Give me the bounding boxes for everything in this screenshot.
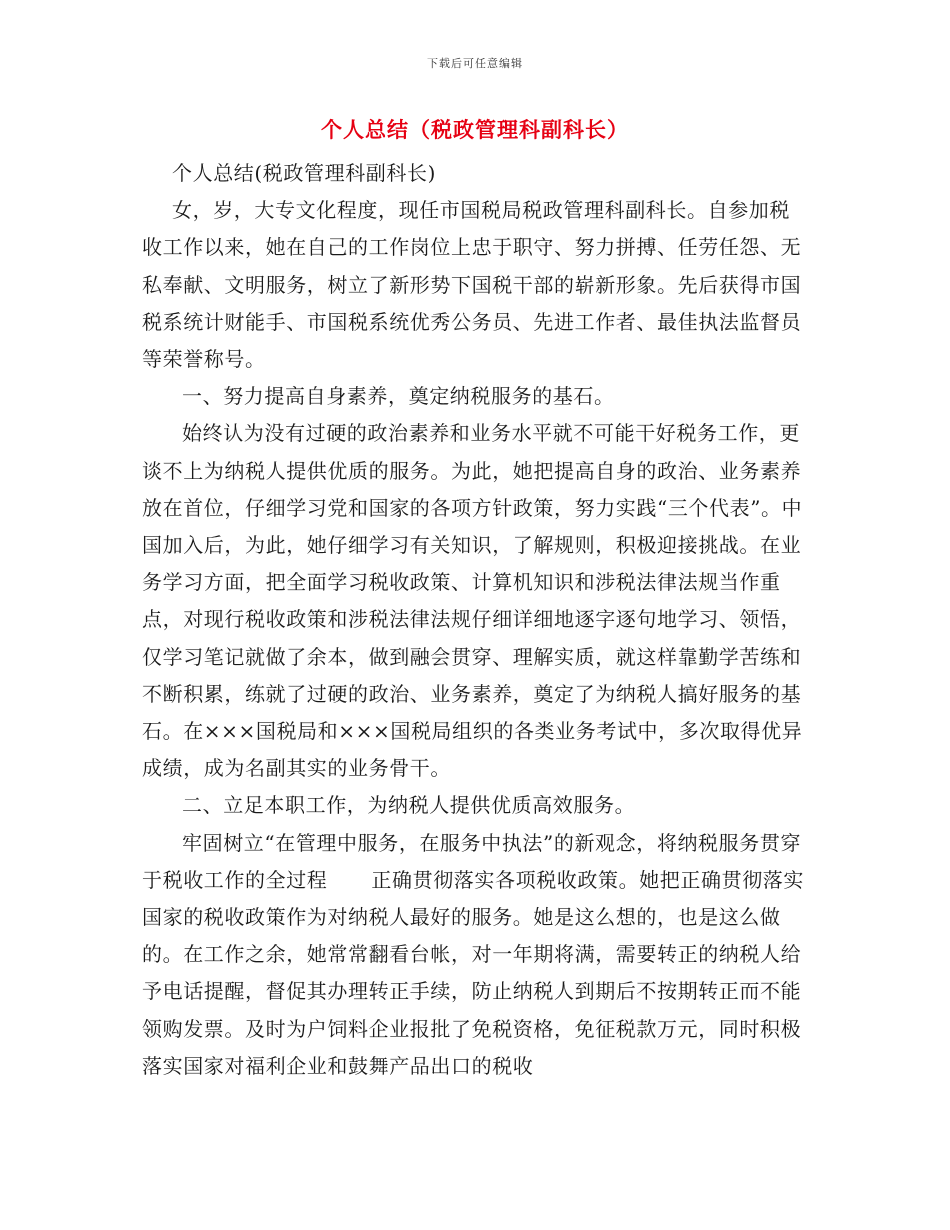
document-subtitle: 个人总结(税政管理科副科长) <box>172 161 437 185</box>
paragraph-section-2-part2: 正确贯彻落实各项税收政策。她把正确贯彻落实国家的税收政策作为对纳税人最好的服务。她是这么想的，也是这么做的。在工作之余，她常常翻看台帐，对一年期将满，需要转正的纳税人给予电话提醒，督促其办理转正手续，防止纳税人到期后不按期转正而不能领购发票。及时为户饲料企业报批了免税资格，免征税款万元，同时积极落实国家对福利企业和鼓舞产品出口的税收 <box>142 867 805 1078</box>
paragraph-section-1: 始终认为没有过硬的政治素养和业务水平就不可能干好税务工作，更谈不上为纳税人提供优质的服务。为此，她把提高自身的政治、业务素养放在首位，仔细学习党和国家的各项方针政策，努力实践“三个代表”。中国加入后，为此，她仔细学习有关知识，了解规则，积极迎接挑战。在业务学习方面，把全面学习税收政策、计算机知识和涉税法律法规当作重点，对现行税收政策和涉税法律法规仔细详细地逐字逐句地学习、领悟，仅学习笔记就做了余本，做到融会贯穿、理解实质，就这样靠勤学苦练和不断积累，练就了过硬的政治、业务素养，奠定了为纳税人搞好服务的基石。在×××国税局和×××国税局组织的各类业务考试中，多次取得优异成绩，成为名副其实的业务骨干。 <box>142 421 803 781</box>
document-title: 个人总结（税政管理科副科长） <box>321 117 629 142</box>
page-header-note: 下载后可任意编辑 <box>427 57 523 70</box>
paragraph-section-2-part1: 牢固树立“在管理中服务，在服务中执法”的新观念，将纳税服务贯穿于税收工作的全过程 <box>142 830 802 892</box>
paragraph-section-2 <box>142 825 806 1085</box>
section-heading-2: 二、立足本职工作，为纳税人提供优质高效服务。 <box>182 793 636 818</box>
section-heading-1: 一、努力提高自身素养，奠定纳税服务的基石。 <box>182 384 615 409</box>
document-body <box>142 155 806 1085</box>
paragraph-intro: 女，岁，大专文化程度，现任市国税局税政管理科副科长。自参加税收工作以来，她在自己的工作岗位上忠于职守、努力拼搏、任劳任怨、无私奉献、文明服务，树立了新形势下国税干部的崭新形象。先后获得市国税系统计财能手、市国税系统优秀公务员、先进工作者、最佳执法监督员等荣誉称号。 <box>142 198 802 372</box>
